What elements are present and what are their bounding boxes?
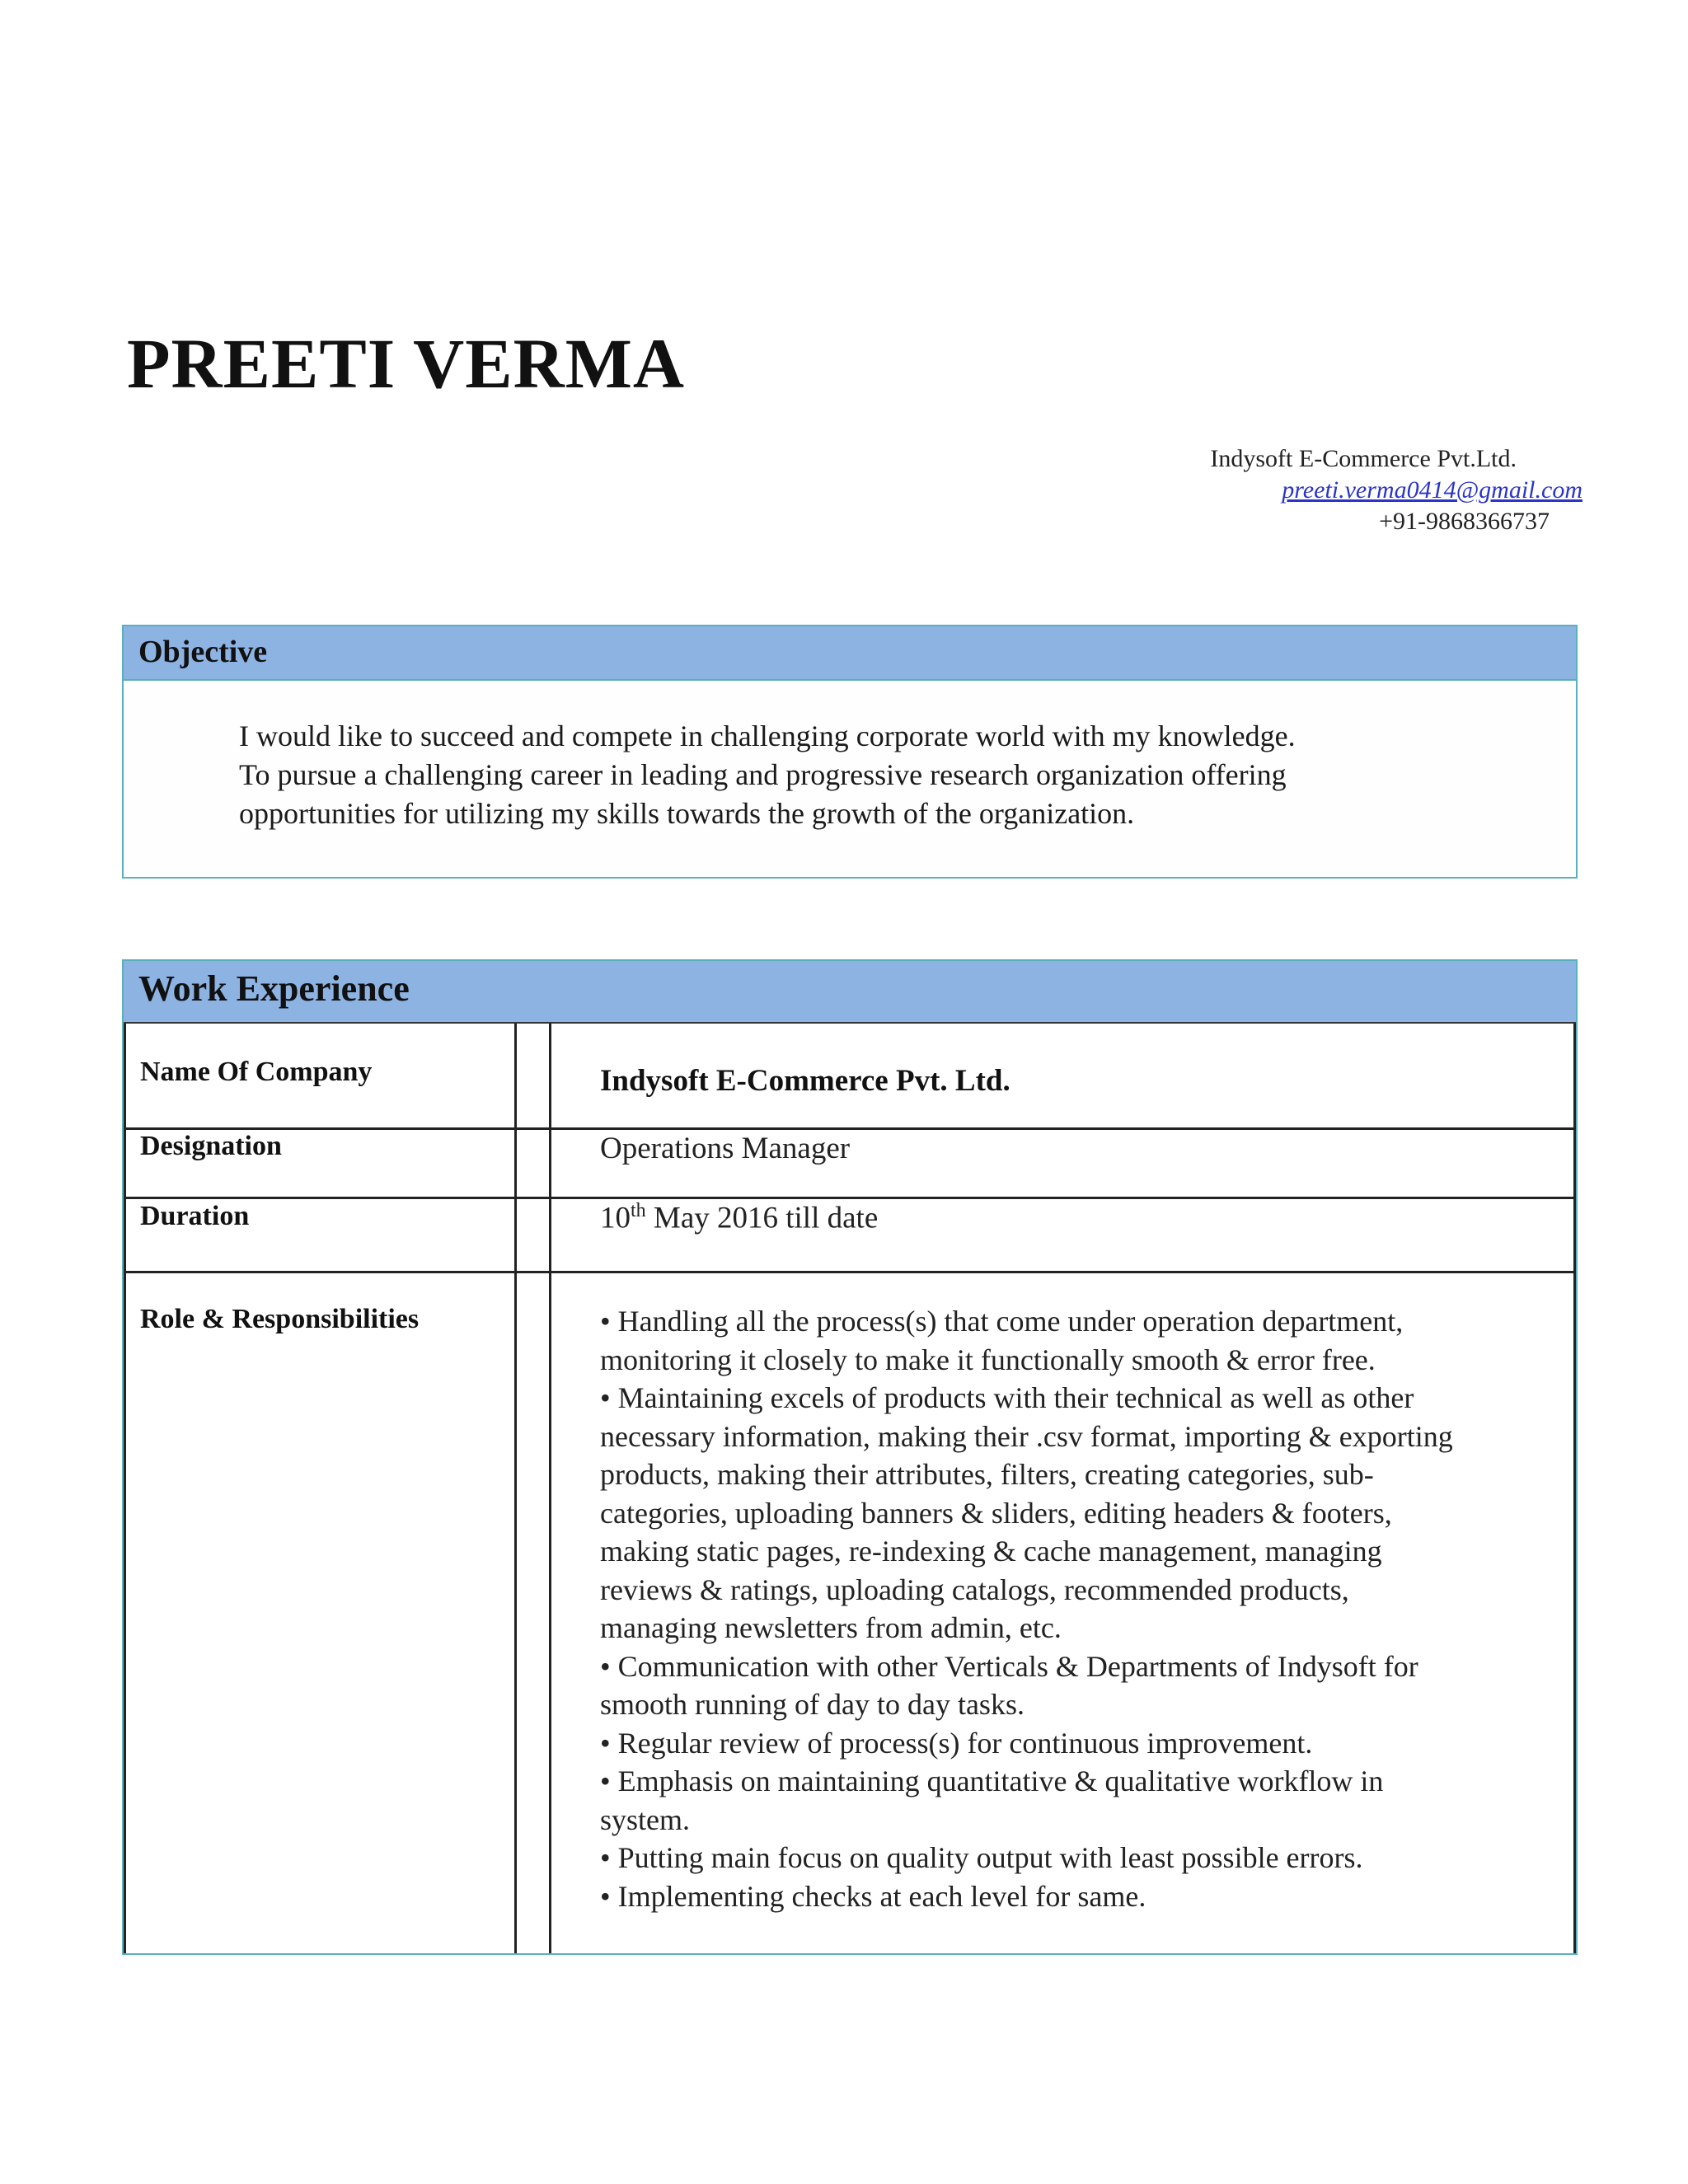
objective-text (239, 717, 1525, 833)
objective-line: I would like to succeed and compete in challenging corporate world with my knowledge. (239, 719, 1296, 752)
work-experience-section (122, 959, 1578, 1955)
work-experience-table (124, 1024, 1576, 1953)
duration-day-suffix: th (631, 1200, 646, 1221)
responsibility-line: • Regular review of process(s) for continuous improvement. (600, 1726, 1313, 1760)
table-row-divider (124, 1271, 1576, 1273)
responsibility-line: making static pages, re-indexing & cache management, managing (600, 1535, 1382, 1568)
responsibility-line: reviews & ratings, uploading catalogs, recommended products, (600, 1572, 1349, 1606)
responsibility-line: system. (600, 1802, 691, 1836)
table-border-left (124, 1024, 126, 1953)
responsibility-line: smooth running of day to day tasks. (600, 1688, 1025, 1721)
row-label-designation: Designation (140, 1131, 282, 1161)
objective-line: opportunities for utilizing my skills towards the growth of the organization. (239, 797, 1135, 830)
responsibility-line: • Handling all the process(s) that come under operation department, (600, 1305, 1404, 1338)
responsibility-line: monitoring it closely to make it functionally smooth & error free. (600, 1343, 1376, 1376)
objective-section (122, 625, 1578, 879)
row-label-duration: Duration (140, 1201, 250, 1231)
responsibility-line: categories, uploading banners & sliders, editing headers & footers, (600, 1496, 1392, 1530)
contact-phone: +91-9868366737 (1379, 508, 1550, 535)
table-divider (514, 1024, 517, 1953)
row-value-duration (600, 1200, 878, 1235)
responsibility-line: managing newsletters from admin, etc. (600, 1611, 1062, 1644)
row-value-designation: Operations Manager (600, 1132, 851, 1165)
responsibility-line: necessary information, making their .csv format, importing & exporting (600, 1419, 1453, 1453)
responsibility-line: • Communication with other Verticals & Departments of Indysoft for (600, 1649, 1418, 1683)
table-row-divider (124, 1127, 1576, 1130)
table-border-right (1573, 1024, 1576, 1953)
duration-rest: May 2016 till date (645, 1201, 879, 1235)
responsibility-line: • Implementing checks at each level for same. (600, 1879, 1146, 1913)
contact-company: Indysoft E-Commerce Pvt.Ltd. (1210, 445, 1517, 472)
table-row-divider (124, 1197, 1576, 1199)
responsibility-line: • Putting main focus on quality output with least possible errors. (600, 1841, 1363, 1874)
candidate-name: PREETI VERMA (127, 324, 685, 403)
table-divider (549, 1024, 551, 1953)
duration-day: 10 (600, 1201, 631, 1235)
responsibility-line: • Emphasis on maintaining quantitative & qualitative workflow in (600, 1765, 1384, 1797)
contact-block (1210, 443, 1582, 537)
responsibility-line: products, making their attributes, filters, creating categories, sub- (600, 1458, 1374, 1491)
objective-line: To pursue a challenging career in leading and progressive research organization offering (239, 758, 1287, 791)
responsibilities-list (600, 1302, 1548, 1915)
row-label-responsibilities: Role & Responsibilities (140, 1304, 420, 1334)
work-experience-heading: Work Experience (124, 961, 1576, 1024)
responsibility-line: • Maintaining excels of products with their technical as well as other (600, 1381, 1414, 1414)
objective-heading: Objective (124, 626, 1576, 681)
row-value-company: Indysoft E-Commerce Pvt. Ltd. (600, 1064, 1010, 1098)
contact-email-link[interactable]: preeti.verma0414@gmail.com (1282, 476, 1582, 504)
row-label-company: Name Of Company (140, 1057, 373, 1087)
